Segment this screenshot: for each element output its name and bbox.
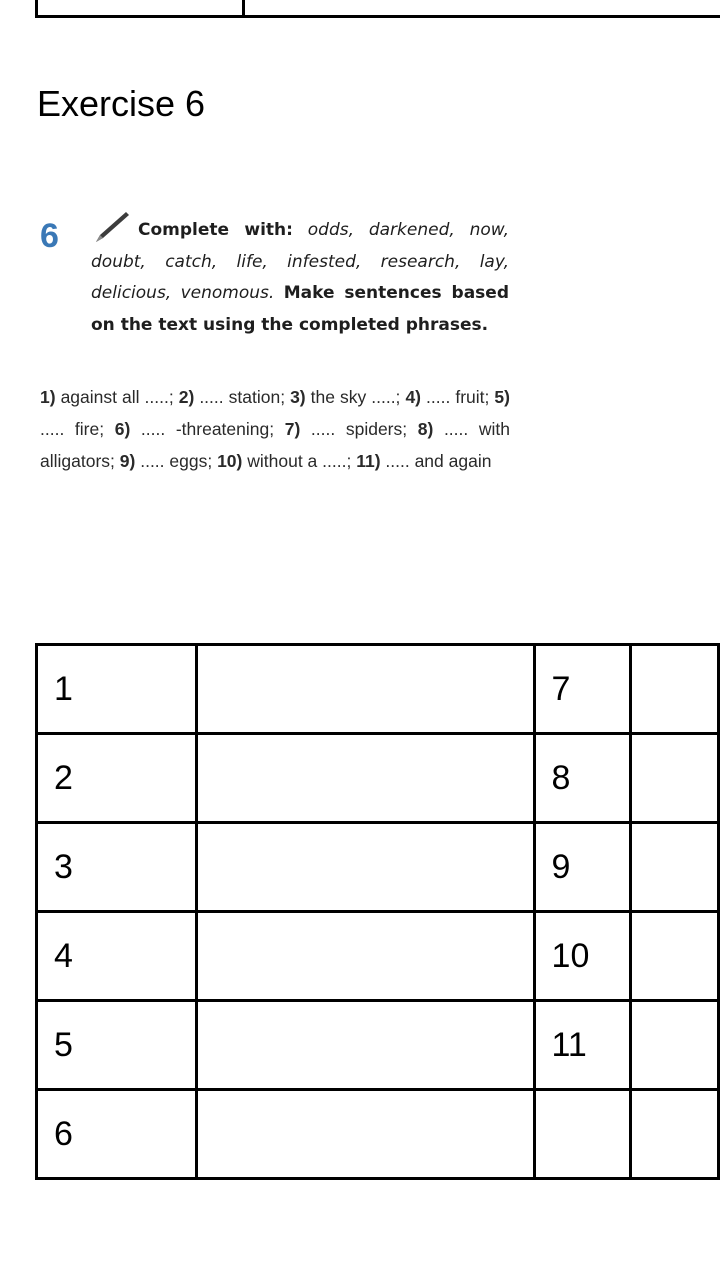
item-text: ..... station;	[199, 387, 286, 407]
answer-cell[interactable]	[631, 823, 719, 912]
answer-cell[interactable]	[196, 734, 534, 823]
row-number-cell: 8	[534, 734, 631, 823]
item-text: against all .....;	[60, 387, 174, 407]
phrase-list	[40, 381, 510, 477]
item-number: 9)	[119, 451, 136, 471]
item-text: ..... with alligators;	[40, 419, 510, 471]
row-number-cell	[534, 1090, 631, 1179]
answer-cell[interactable]	[631, 1090, 719, 1179]
table-row	[37, 823, 719, 912]
instruction-lead: Complete with:	[138, 220, 293, 240]
answer-cell[interactable]	[196, 823, 534, 912]
table-row	[37, 1001, 719, 1090]
answer-cell[interactable]	[631, 912, 719, 1001]
item-number: 4)	[405, 387, 421, 407]
item-number: 5)	[494, 387, 510, 407]
item-number: 6)	[114, 419, 131, 439]
item-text: the sky .....;	[310, 387, 401, 407]
item-number: 3)	[290, 387, 306, 407]
item-text: without a .....;	[247, 451, 352, 471]
table-row	[37, 645, 719, 734]
item-text: ..... spiders;	[310, 419, 408, 439]
row-number-cell: 3	[37, 823, 197, 912]
task-instruction	[91, 215, 509, 341]
row-number-cell: 11	[534, 1001, 631, 1090]
item-number: 8)	[417, 419, 434, 439]
answer-cell[interactable]	[196, 1090, 534, 1179]
row-number-cell: 6	[37, 1090, 197, 1179]
word-list: odds, darkened, now, doubt, catch, life, infested, research, lay, delicious, venomous.	[91, 220, 509, 303]
item-text: ..... fire;	[40, 419, 105, 439]
answer-cell[interactable]	[196, 645, 534, 734]
task-number: 6	[40, 217, 59, 255]
instruction-tail: Make sentences based on the text using the completed phrases.	[91, 283, 509, 335]
item-number: 10)	[217, 451, 243, 471]
row-number-cell: 9	[534, 823, 631, 912]
answer-cell[interactable]	[631, 734, 719, 823]
answer-cell[interactable]	[196, 912, 534, 1001]
table-divider	[242, 0, 245, 15]
table-row	[37, 1090, 719, 1179]
answer-table	[35, 643, 720, 1180]
exercise-title: Exercise 6	[37, 83, 206, 124]
item-text: ..... fruit;	[426, 387, 490, 407]
answer-cell[interactable]	[196, 1001, 534, 1090]
item-number: 11)	[356, 451, 381, 471]
row-number-cell: 1	[37, 645, 197, 734]
item-number: 7)	[284, 419, 301, 439]
table-row	[37, 734, 719, 823]
row-number-cell: 2	[37, 734, 197, 823]
previous-table-bottom	[35, 0, 720, 18]
row-number-cell: 4	[37, 912, 197, 1001]
item-text: ..... and again	[385, 451, 492, 471]
item-number: 1)	[40, 387, 56, 407]
row-number-cell: 7	[534, 645, 631, 734]
row-number-cell: 10	[534, 912, 631, 1001]
row-number-cell: 5	[37, 1001, 197, 1090]
answer-cell[interactable]	[631, 1001, 719, 1090]
item-text: ..... eggs;	[140, 451, 213, 471]
item-number: 2)	[178, 387, 195, 407]
answer-cell[interactable]	[631, 645, 719, 734]
item-text: ..... -threatening;	[140, 419, 275, 439]
table-row	[37, 912, 719, 1001]
